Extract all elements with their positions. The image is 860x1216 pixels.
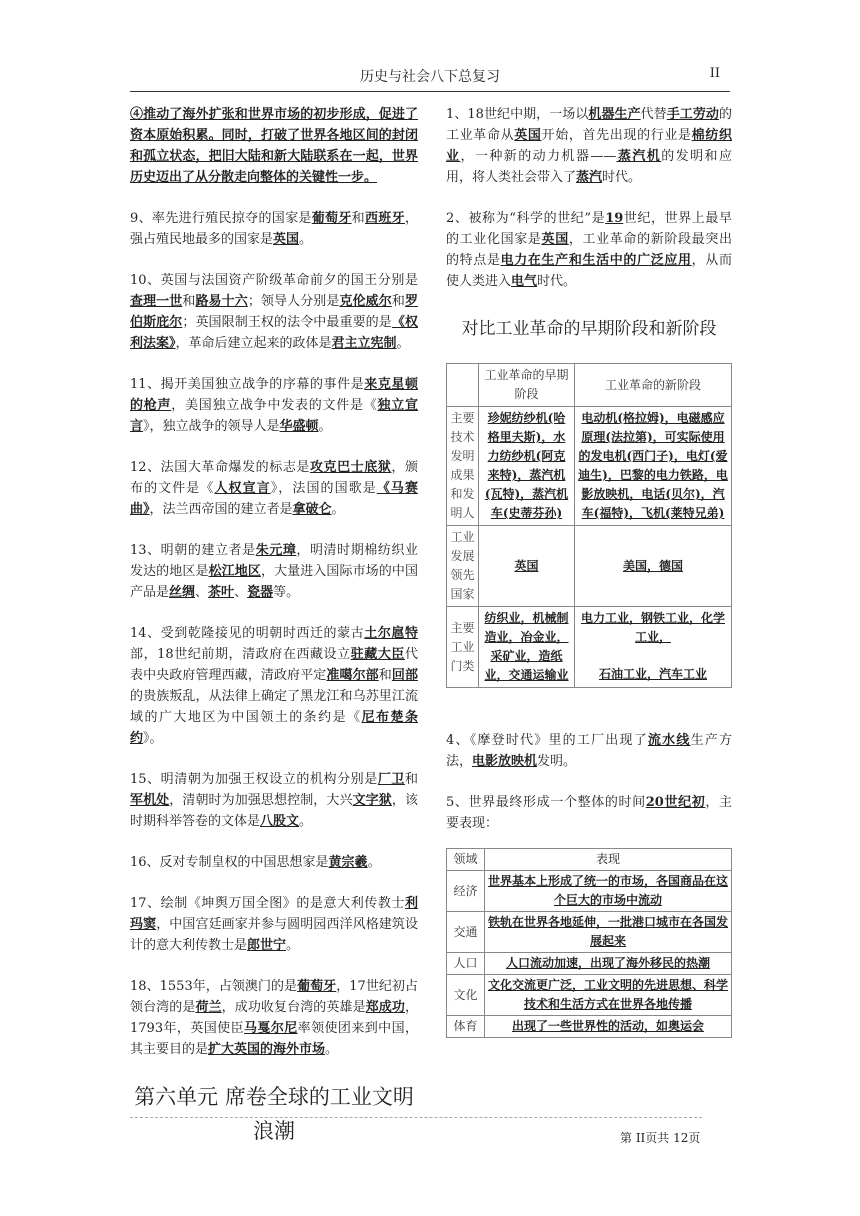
- answer: 葡萄牙: [297, 979, 337, 994]
- answer: 荷兰: [195, 1000, 222, 1015]
- unit-title-line-2: 浪潮: [253, 1119, 295, 1143]
- page-footer: 第 II页共 12页: [620, 1131, 701, 1145]
- right-column: [446, 104, 732, 1038]
- answer: 茶叶: [208, 585, 235, 600]
- question-4: 4、《摩登时代》里的工厂出现了流水线生产方法，电影放映机发明。: [446, 733, 732, 769]
- cell-early: 纺织业，机械制造业，冶金业，采矿业，造纸业，交通运输业: [479, 607, 575, 688]
- industrial-revolution-table: [446, 363, 732, 688]
- answer: 军机处: [130, 793, 170, 808]
- cell-new: 电动机(格拉姆)，电磁感应原理(法拉第)，可实际使用的发电机(西门子)，电灯(爱迪生)，巴黎的电力铁路，电影放映机，电话(贝尔)，汽车(福特)，飞机(莱特兄弟): [575, 407, 732, 526]
- header-early: 工业革命的早期阶段: [479, 364, 575, 407]
- answer: 马戛尔尼: [244, 1021, 298, 1036]
- question-11: 11、揭开美国独立战争的序幕的事件是来克星顿的枪声，美国独立战争中发表的文件是《独立宣言》，独立战争的领导人是华盛顿。: [130, 377, 418, 434]
- answer: 蒸汽机: [616, 149, 662, 164]
- table-row: [447, 407, 732, 526]
- answer: 攻克巴士底狱: [309, 460, 392, 475]
- answer: 路易十六: [195, 294, 248, 309]
- answer: 黄宗羲: [328, 855, 368, 870]
- cell-new: 美国，德国: [575, 526, 732, 607]
- table-corner-cell: [447, 364, 479, 407]
- row-category: 工业发展领先国家: [447, 526, 479, 607]
- answer: 棉纺织业: [446, 128, 732, 164]
- answer: 君主立宪制: [331, 336, 397, 351]
- row-category: 经济: [447, 871, 485, 912]
- table-header-row: [447, 364, 732, 407]
- answer: 厂卫: [377, 772, 405, 787]
- answer: 华盛顿: [279, 419, 319, 434]
- answer: 独立宣言: [130, 398, 418, 434]
- answer: 英国: [273, 232, 300, 247]
- question-5: 5、世界最终形成一个整体的时间20世纪初，主要表现：: [446, 795, 732, 831]
- row-text: 铁轨在世界各地延伸，一批港口城市在各国发展起来: [485, 912, 732, 953]
- question-13: 13、明朝的建立者是朱元璋，明清时期棉纺织业发达的地区是松江地区，大量进入国际市场的中国产品是丝绸、茶叶、瓷器等。: [130, 543, 418, 600]
- answer: 流水线: [647, 733, 691, 748]
- answer: 土尔扈特: [364, 626, 418, 641]
- answer: 回部: [391, 668, 418, 683]
- question-2: 2、被称为“科学的世纪”是19世纪，世界上最早的工业化国家是英国，工业革命的新阶段最突出的特点是电力在生产和生活中的广泛应用，从而使人类进入电气时代。: [446, 211, 732, 289]
- answer: 葡萄牙: [311, 211, 352, 226]
- answer: 查理一世: [130, 294, 183, 309]
- row-category: 人口: [447, 953, 485, 975]
- table-header-row: [447, 849, 732, 871]
- answer: 拿破仑: [292, 502, 332, 517]
- question-9: 9、率先进行殖民掠夺的国家是葡萄牙和西班牙，强占殖民地最多的国家是英国。: [130, 211, 418, 247]
- left-column: [130, 104, 418, 1148]
- question-18: 18、1553年，占领澳门的是葡萄牙，17世纪初占领台湾的是荷兰，成功收复台湾的英雄是郑成功，1793年，英国使臣马戛尔尼率领使团来到中国，其主要目的是扩大英国的海外市场。: [130, 979, 418, 1057]
- question-1: 1、18世纪中期，一场以机器生产代替手工劳动的工业革命从英国开始，首先出现的行业是棉纺织业，一种新的动力机器——蒸汽机的发明和应用，将人类社会带入了蒸汽时代。: [446, 107, 732, 185]
- answer: 手工劳动: [666, 107, 719, 122]
- answer: 19: [605, 211, 624, 226]
- question-15: 15、明清朝为加强王权设立的机构分别是厂卫和军机处，清朝时为加强思想控制，大兴文字狱，该时期科举答卷的文体是八股文。: [130, 772, 418, 829]
- header-title: 历史与社会八下总复习: [360, 69, 500, 85]
- cell-early: 英国: [479, 526, 575, 607]
- table-row: [447, 912, 732, 953]
- header-new: 工业革命的新阶段: [575, 364, 732, 407]
- answer: 扩大英国的海外市场: [208, 1042, 326, 1057]
- footer-divider: [130, 1117, 702, 1118]
- answer: 驻藏大臣: [350, 647, 405, 662]
- unit-title-line-1: 第六单元 席卷全球的工业文明: [134, 1085, 414, 1109]
- answer: 机器生产: [588, 107, 641, 122]
- answer: 利玛窦: [130, 896, 418, 932]
- answer: 蒸汽: [576, 170, 603, 185]
- answer: 尼布楚条约: [130, 710, 418, 746]
- page-header: [130, 62, 730, 92]
- answer: 20世纪初: [645, 795, 706, 810]
- table-row: [447, 871, 732, 912]
- answer: 八股文: [260, 814, 300, 829]
- header-show: 表现: [485, 849, 732, 871]
- answer: 文字狱: [352, 793, 392, 808]
- row-category: 文化: [447, 975, 485, 1016]
- answer: 克伦威尔: [339, 294, 392, 309]
- answer: 电力在生产和生活中的广泛应用: [500, 253, 692, 268]
- table-row: [447, 975, 732, 1016]
- answer: 来克星顿的枪声: [130, 377, 418, 413]
- table-row: [447, 526, 732, 607]
- cell-new: 电力工业，钢铁工业，化学工业， 石油工业，汽车工业: [575, 607, 732, 688]
- answer: 《权利法案》: [130, 315, 418, 351]
- answer: 人权宣言: [214, 481, 271, 496]
- world-integration-table: [446, 848, 732, 1038]
- answer: 准噶尔部: [326, 668, 379, 683]
- row-category: 体育: [447, 1016, 485, 1038]
- row-text: 人口流动加速，出现了海外移民的热潮: [485, 953, 732, 975]
- row-category: 交通: [447, 912, 485, 953]
- compare-title: 对比工业革命的早期阶段和新阶段: [461, 319, 717, 339]
- question-14: 14、受到乾隆接见的明朝时西迁的蒙古土尔扈特部，18世纪前期，清政府在西藏设立驻藏大臣代表中央政府管理西藏，清政府平定准噶尔部和回部的贵族叛乱，从法律上确定了黑龙江和乌苏里江流域的广大地区为中国领土的条约是《尼布楚条约》。: [130, 626, 418, 746]
- intro-paragraph: ④推动了海外扩张和世界市场的初步形成，促进了资本原始积累。同时，打破了世界各地区间的封闭和孤立状态，把旧大陆和新大陆联系在一起，世界历史迈出了从分散走向整体的关键性一步。: [130, 107, 418, 185]
- answer: 英国: [514, 128, 542, 143]
- answer: 英国: [541, 232, 569, 247]
- answer: 电气: [511, 274, 538, 289]
- header-page-roman: II: [709, 66, 720, 81]
- answer: 朱元璋: [255, 543, 297, 558]
- answer: 西班牙: [365, 211, 405, 226]
- answer: 瓷器: [247, 585, 274, 600]
- row-category: 主要技术发明成果和发明人: [447, 407, 479, 526]
- question-12: 12、法国大革命爆发的标志是攻克巴士底狱，颁布的文件是《人权宣言》，法国的国歌是《马赛曲》，法兰西帝国的建立者是拿破仑。: [130, 460, 418, 517]
- table-row: [447, 1016, 732, 1038]
- row-text: 世界基本上形成了统一的市场，各国商品在这个巨大的市场中流动: [485, 871, 732, 912]
- answer: 罗伯斯庇尔: [130, 294, 418, 330]
- cell-early: 珍妮纺纱机(哈格里夫斯)，水力纺纱机(阿克来特)，蒸汽机(瓦特)，蒸汽机车(史蒂芬孙): [479, 407, 575, 526]
- question-17: 17、绘制《坤舆万国全图》的是意大利传教士利玛窦，中国宫廷画家并参与圆明园西洋风格建筑设计的意大利传教士是郎世宁。: [130, 896, 418, 953]
- table-row: [447, 607, 732, 688]
- question-10: 10、英国与法国资产阶级革命前夕的国王分别是查理一世和路易十六；领导人分别是克伦威尔和罗伯斯庇尔；英国限制王权的法令中最重要的是《权利法案》，革命后建立起来的政体是君主立宪制。: [130, 273, 418, 351]
- question-16: 16、反对专制皇权的中国思想家是黄宗羲。: [130, 855, 381, 870]
- answer: 电影放映机: [472, 754, 538, 769]
- answer: 松江地区: [208, 564, 261, 579]
- row-category: 主要工业门类: [447, 607, 479, 688]
- row-text: 出现了一些世界性的活动，如奥运会: [485, 1016, 732, 1038]
- unit-title: [130, 1080, 418, 1148]
- answer: 《马赛曲》: [130, 481, 418, 517]
- header-field: 领域: [447, 849, 485, 871]
- answer: 郑成功: [365, 1000, 405, 1015]
- row-text: 文化交流更广泛，工业文明的先进思想、科学技术和生活方式在世界各地传播: [485, 975, 732, 1016]
- answer: 郎世宁: [247, 938, 287, 953]
- answer: 丝绸: [169, 585, 196, 600]
- table-row: [447, 953, 732, 975]
